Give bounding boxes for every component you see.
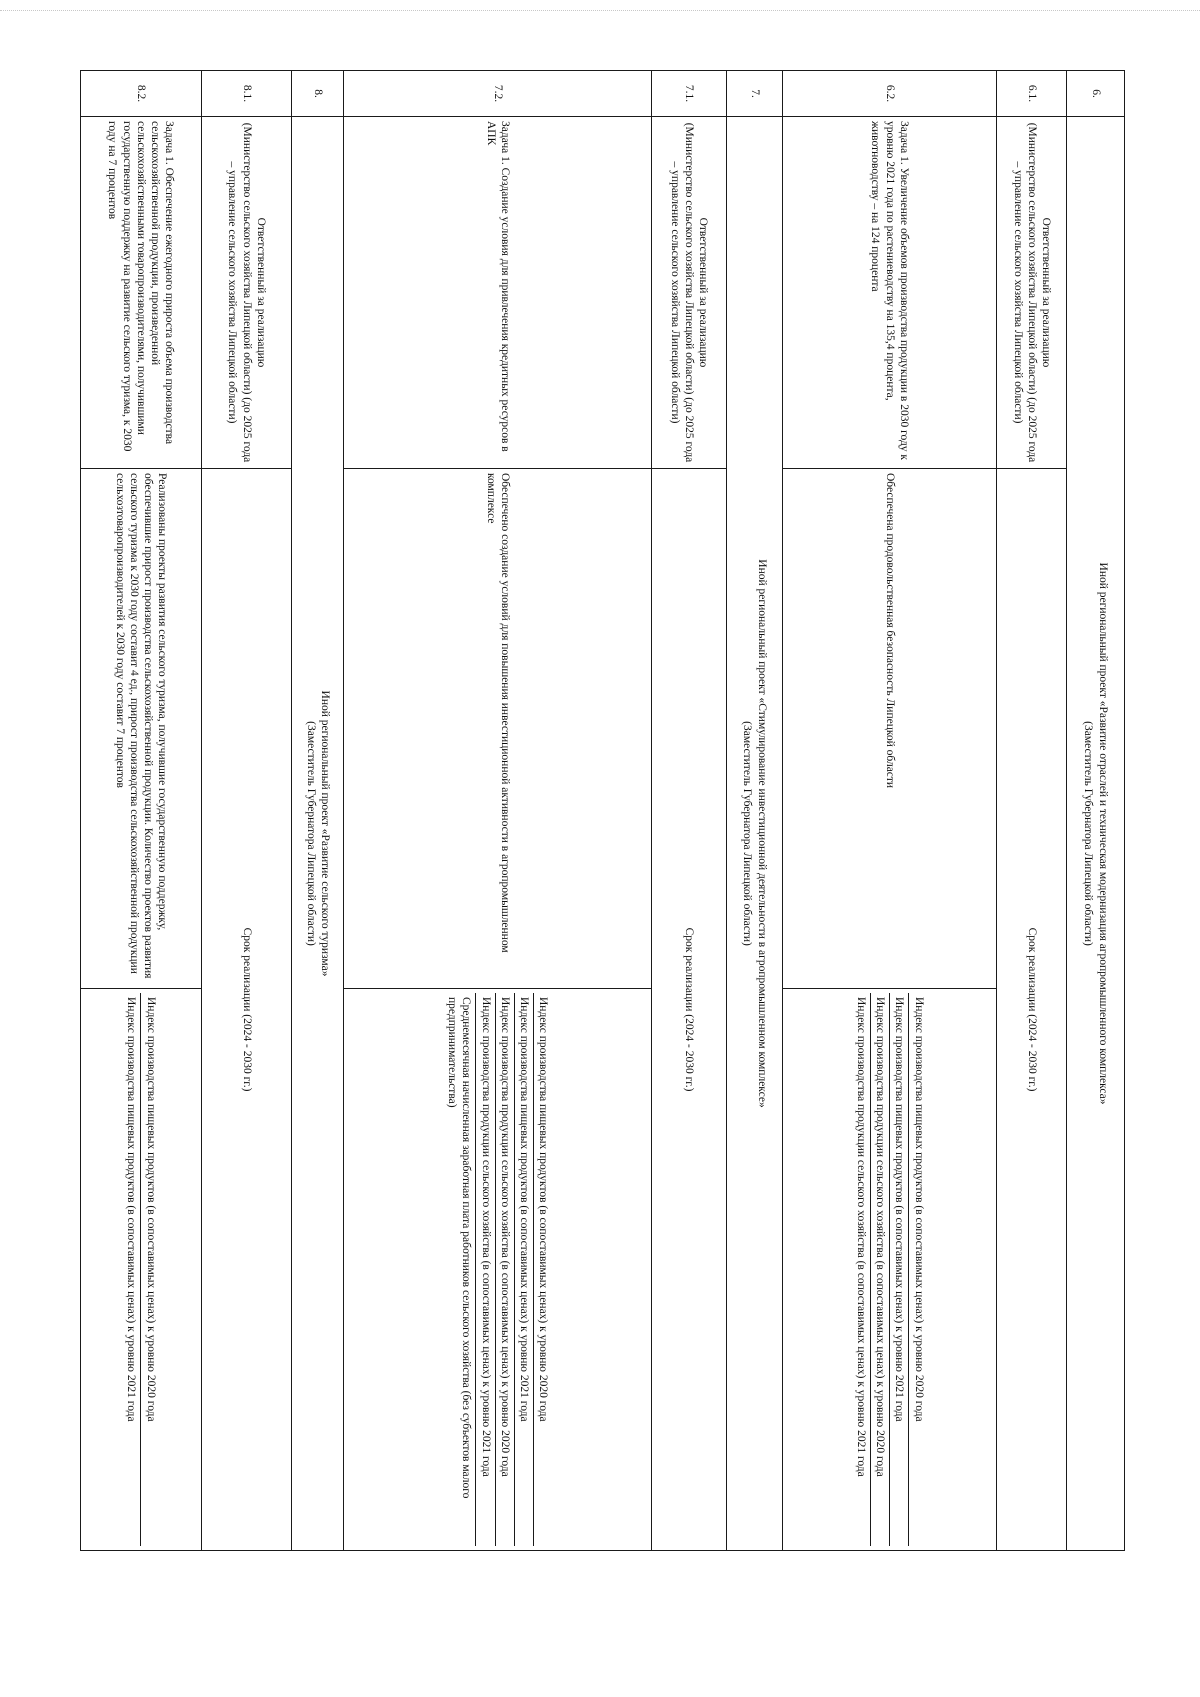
section-7-responsible-cell — [651, 117, 726, 469]
section-6-header-row — [1067, 71, 1125, 1551]
section-7-responsible-row — [651, 71, 726, 1551]
section-7-task-row — [344, 71, 651, 1551]
section-8-task: Задача 1. Обеспечение ежегодного прироста объема производства сельскохозяйственной продукции, произведенной сельскохозяйственными товаропроизводителями, получившими государственную поддержку на развитие сельского туризма, к 2030 году на 7 процентов — [81, 117, 202, 469]
section-8-subtitle: (Заместитель Губернатора Липецкой области) — [304, 721, 317, 946]
section-7-number: 7. — [727, 71, 783, 117]
section-6-subtitle: (Заместитель Губернатора Липецкой области) — [1082, 721, 1095, 946]
section-8-indicators — [81, 989, 202, 1551]
section-6-responsible-number: 6.1. — [997, 71, 1067, 117]
section-6-task-number: 6.2. — [782, 71, 997, 117]
section-8-indicator: Индекс производства пищевых продуктов (в сопоставимых ценах) к уровню 2021 года — [122, 993, 141, 1546]
section-6-task: Задача 1. Увеличение объемов производства продукции в 2030 году к уровню 2021 года по растениеводству на 135,4 процента, животноводству – на 124 процента — [782, 117, 997, 469]
section-7-subtitle: (Заместитель Губернатора Липецкой области) — [741, 721, 754, 946]
section-7-indicator: Индекс производства продукции сельского хозяйства (в сопоставимых ценах) к уровню 2020 года — [496, 993, 515, 1546]
section-7-indicators — [344, 989, 651, 1551]
section-7-title: Иной региональный проект «Стимулирование инвестиционной деятельности в агропромышленном комплексе» — [755, 559, 768, 1108]
section-8-responsible-number: 8.1. — [201, 71, 291, 117]
section-6-responsible-cell — [997, 117, 1067, 469]
section-6-title-cell — [1067, 117, 1125, 1551]
section-6-number: 6. — [1067, 71, 1125, 117]
responsible-label: Ответственный за реализацию — [1040, 217, 1053, 368]
section-7-task: Задача 1. Создание условия для привлечения кредитных ресурсов в АПК — [344, 117, 651, 469]
section-7-header-row — [727, 71, 783, 1551]
rotated-page — [80, 70, 1125, 1550]
section-8-responsible-row — [201, 71, 291, 1551]
section-8-period: Срок реализации (2024 - 2030 гг.) — [201, 469, 291, 1551]
section-6-indicator: Индекс производства продукции сельского хозяйства (в сопоставимых ценах) к уровню 2020 года — [871, 993, 890, 1546]
section-8-title: Иной региональный проект «Развитие сельского туризма» — [319, 690, 332, 977]
section-8-effect: Реализованы проекты развития сельского туризма, получившие государственную поддержку, обеспечившие прирост производства сельскохозяйственной продукции. Количество проектов развития сельского туризма к 2030 году составит 4 ед., прирост производства сельскохозяйственной продукции сельхозтоваропроизводителей к 2030 году составит 7 процентов — [81, 469, 202, 989]
section-7-indicator: Индекс производства пищевых продуктов (в сопоставимых ценах) к уровню 2020 года — [537, 997, 550, 1422]
section-6-indicator: Индекс производства пищевых продуктов (в сопоставимых ценах) к уровню 2021 года — [890, 993, 909, 1546]
program-structure-table — [80, 70, 1125, 1551]
section-6-indicators — [782, 989, 997, 1551]
section-8-indicator: Индекс производства пищевых продуктов (в сопоставимых ценах) к уровню 2020 года — [144, 997, 157, 1422]
section-8-responsible-cell — [201, 117, 291, 469]
section-7-title-cell — [727, 117, 783, 1551]
section-8-title-cell — [292, 117, 344, 1551]
section-6-period: Срок реализации (2024 - 2030 гг.) — [997, 469, 1067, 1551]
section-6-indicator: Индекс производства продукции сельского хозяйства (в сопоставимых ценах) к уровню 2021 года — [852, 993, 871, 1546]
section-7-indicator: Среднемесячная начисленная заработная плата работников сельского хозяйства (без субъектов малого предпринимательства) — [443, 993, 477, 1546]
responsible-text: (Министерство сельского хозяйства Липецкой области) (до 2025 года – управление сельского хозяйства Липецкой области) — [668, 122, 696, 463]
section-6-responsible-row — [997, 71, 1067, 1551]
section-7-indicator: Индекс производства пищевых продуктов (в сопоставимых ценах) к уровню 2021 года — [515, 993, 534, 1546]
responsible-label: Ответственный за реализацию — [254, 217, 267, 368]
section-6-indicator: Индекс производства пищевых продуктов (в сопоставимых ценах) к уровню 2020 года — [912, 997, 925, 1422]
responsible-label: Ответственный за реализацию — [697, 217, 710, 368]
section-8-header-row — [292, 71, 344, 1551]
section-6-effect: Обеспечена продовольственная безопасность Липецкой области — [782, 469, 997, 989]
section-7-period: Срок реализации (2024 - 2030 гг.) — [651, 469, 726, 1551]
section-8-task-number: 8.2. — [81, 71, 202, 117]
section-7-effect: Обеспечено создание условий для повышения инвестиционной активности в агропромышленном комплексе — [344, 469, 651, 989]
scan-edge-line — [0, 10, 1200, 11]
section-7-indicator: Индекс производства продукции сельского хозяйства (в сопоставимых ценах) к уровню 2021 года — [476, 993, 495, 1546]
section-8-number: 8. — [292, 71, 344, 117]
responsible-text: (Министерство сельского хозяйства Липецкой области) (до 2025 года – управление сельского хозяйства Липецкой области) — [1011, 122, 1038, 463]
section-6-task-row — [782, 71, 997, 1551]
section-8-task-row — [81, 71, 202, 1551]
responsible-text: (Министерство сельского хозяйства Липецкой области) (до 2025 года – управление сельского хозяйства Липецкой области) — [226, 122, 253, 463]
section-7-responsible-number: 7.1. — [651, 71, 726, 117]
section-6-title: Иной региональный проект «Развитие отраслей и техническая модернизация агропромышленного комплекса» — [1096, 562, 1109, 1105]
section-7-task-number: 7.2. — [344, 71, 651, 117]
